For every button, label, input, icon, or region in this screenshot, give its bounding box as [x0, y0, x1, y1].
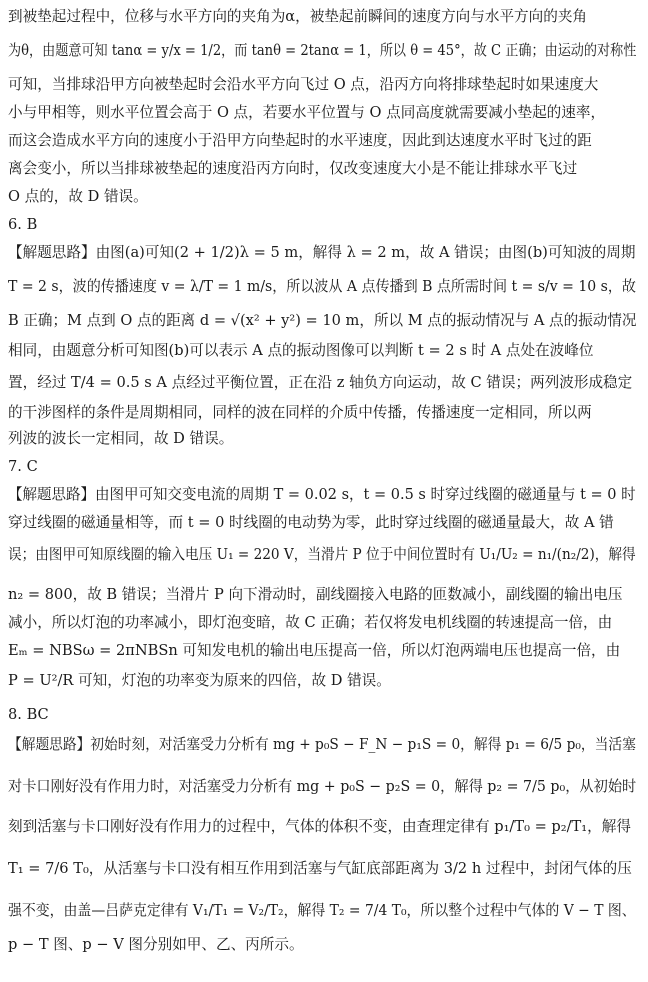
line-text: T = 2 s，波的传播速度 v = λ/T = 1 m/s，所以波从 A 点传播到 B 点所需时间 t = s/v = 10 s，故 — [8, 278, 636, 295]
line-text: 为θ，由题意可知 tanα = y/x = 1/2，而 tanθ = 2tanα = 1，所以 θ = 45°，故 C 正确；由运动的对称性 — [8, 42, 637, 59]
text-line — [8, 636, 638, 665]
line-text: 置，经过 T/4 = 0.5 s A 点经过平衡位置，正在沿 z 轴负方向运动，故 C 错误；两列波形成稳定 — [8, 374, 633, 391]
text-line — [8, 98, 638, 127]
text-line — [8, 580, 638, 609]
text-line — [8, 896, 638, 925]
text-line — [8, 368, 638, 397]
text-line — [8, 508, 638, 537]
line-text: 相同，由题意分析可知图(b)可以表示 A 点的振动图像可以判断 t = 2 s 时 A 点处在波峰位 — [8, 342, 594, 359]
text-line — [8, 540, 638, 569]
line-text: 列波的波长一定相同，故 D 错误。 — [8, 430, 234, 447]
line-text: 到被垫起过程中，位移与水平方向的夹角为α，被垫起前瞬间的速度方向与水平方向的夹角 — [8, 8, 588, 25]
line-text: n₂ = 800，故 B 错误；当滑片 P 向下滑动时，副线圈接入电路的匝数减小，副线圈的输出电压 — [8, 586, 623, 603]
line-text: 离会变小，所以当排球被垫起的速度沿丙方向时，仅改变速度大小是不能让排球水平飞过 — [8, 160, 578, 177]
line-text: p − T 图、p − V 图分别如甲、乙、丙所示。 — [8, 936, 304, 953]
text-line — [8, 154, 638, 183]
line-text: 【解题思路】由图(a)可知(2 + 1/2)λ = 5 m，解得 λ = 2 m，故 A 错误；由图(b)可知波的周期 — [8, 244, 636, 261]
text-line — [8, 608, 638, 637]
line-text: 穿过线圈的磁通量相等，而 t = 0 时线圈的电动势为零，此时穿过线圈的磁通量最大，故 A 错 — [8, 514, 614, 531]
line-text: 小与甲相等，则水平位置会高于 O 点，若要水平位置与 O 点同高度就需要减小垫起的速率， — [8, 104, 606, 121]
line-text: 对卡口刚好没有作用力时，对活塞受力分析有 mg + p₀S − p₂S = 0，解得 p₂ = 7/5 p₀，从初始时 — [8, 778, 637, 795]
text-line — [8, 238, 638, 267]
line-text: 减小，所以灯泡的功率减小，即灯泡变暗，故 C 正确；若仅将发电机线圈的转速提高一倍，由 — [8, 614, 613, 631]
question-answer: 7. C — [8, 458, 38, 475]
line-text: P = U²/R 可知，灯泡的功率变为原来的四倍，故 D 错误。 — [8, 672, 391, 689]
text-line — [8, 126, 638, 155]
line-text: 的干涉图样的条件是周期相同，同样的波在同样的介质中传播，传播速度一定相同，所以两 — [8, 404, 592, 421]
question-answer: 8. BC — [8, 706, 49, 723]
text-line — [8, 730, 638, 759]
text-line — [8, 336, 638, 365]
line-text: Eₘ = NBSω = 2πNBSn 可知发电机的输出电压提高一倍，所以灯泡两端电压也提高一倍，由 — [8, 642, 621, 659]
text-line — [8, 306, 638, 335]
text-line — [8, 398, 638, 427]
text-line — [8, 772, 638, 801]
text-line — [8, 182, 638, 211]
text-line — [8, 666, 638, 695]
text-line — [8, 272, 638, 301]
line-text: 而这会造成水平方向的速度小于沿甲方向垫起时的水平速度，因此到达速度水平时飞过的距 — [8, 132, 592, 149]
text-line — [8, 480, 638, 509]
line-text: B 正确；M 点到 O 点的距离 d = √(x² + y²) = 10 m，所以 M 点的振动情况与 A 点的振动情况 — [8, 312, 637, 329]
text-line — [8, 424, 638, 453]
line-text: 刻到活塞与卡口刚好没有作用力的过程中，气体的体积不变，由查理定律有 p₁/T₀ = p₂/T₁，解得 — [8, 818, 631, 835]
question-number-7 — [8, 452, 638, 481]
question-number-6 — [8, 210, 638, 239]
line-text: 【解题思路】由图甲可知交变电流的周期 T = 0.02 s，t = 0.5 s 时穿过线圈的磁通量与 t = 0 时 — [8, 486, 636, 503]
text-line — [8, 36, 638, 65]
line-text: T₁ = 7/6 T₀，从活塞与卡口没有相互作用到活塞与气缸底部距离为 3/2 h 过程中，封闭气体的压 — [8, 860, 632, 877]
text-line — [8, 812, 638, 841]
line-text: O 点的，故 D 错误。 — [8, 188, 148, 205]
text-line — [8, 854, 638, 883]
line-text: 强不变，由盖—吕萨克定律有 V₁/T₁ = V₂/T₂，解得 T₂ = 7/4 T₀，所以整个过程中气体的 V − T 图、 — [8, 902, 636, 919]
line-text: 【解题思路】初始时刻，对活塞受力分析有 mg + p₀S − F_N − p₁S = 0，解得 p₁ = 6/5 p₀，当活塞 — [8, 736, 636, 753]
question-number-8 — [8, 700, 638, 729]
text-line — [8, 70, 638, 99]
question-answer: 6. B — [8, 216, 38, 233]
text-line — [8, 930, 638, 959]
text-line — [8, 2, 638, 31]
line-text: 可知，当排球沿甲方向被垫起时会沿水平方向飞过 O 点，沿丙方向将排球垫起时如果速度大 — [8, 76, 599, 93]
line-text: 误；由图甲可知原线圈的输入电压 U₁ = 220 V，当滑片 P 位于中间位置时有 U₁/U₂ = n₁/(n₂/2)，解得 — [8, 546, 636, 563]
